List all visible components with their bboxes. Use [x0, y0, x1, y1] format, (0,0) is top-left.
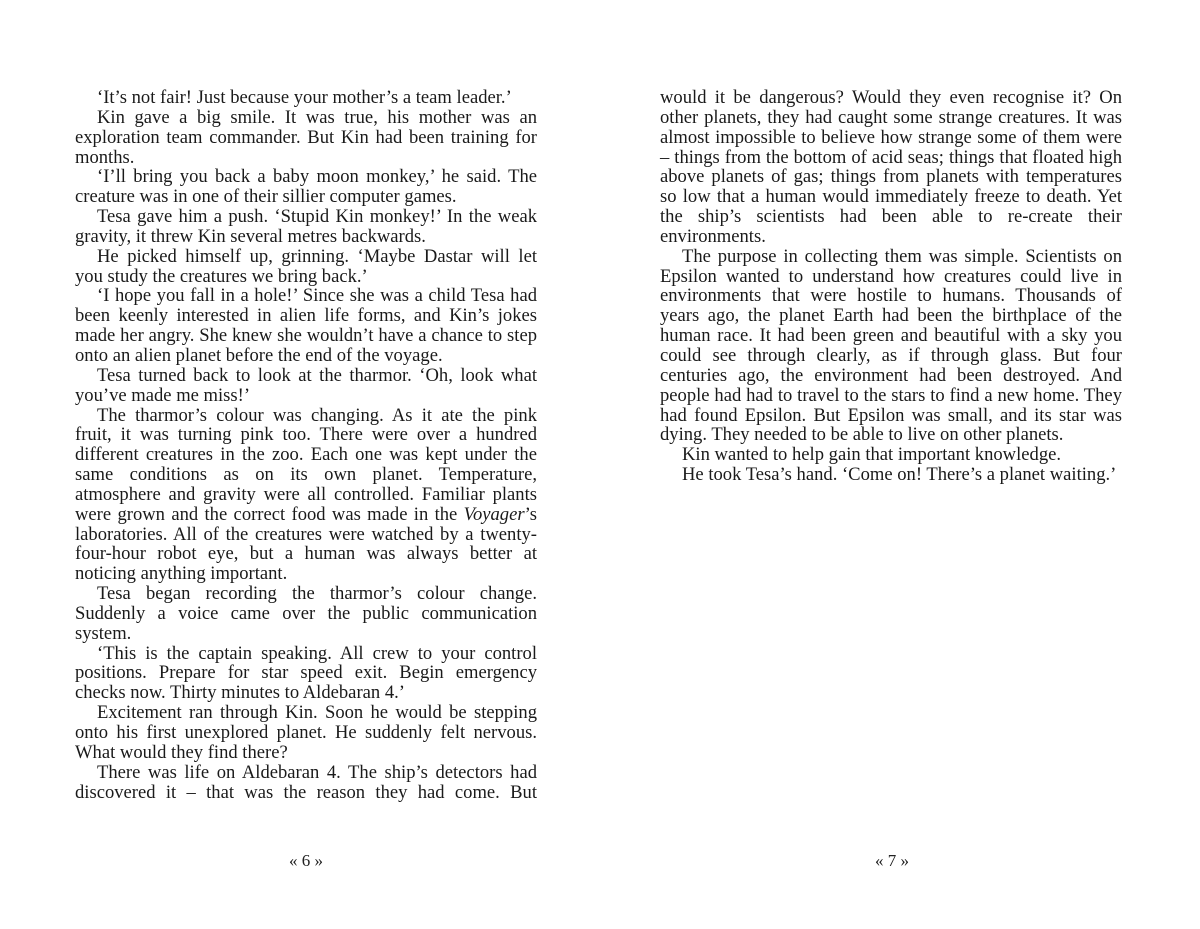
paragraph: ‘I hope you fall in a hole!’ Since she was a child Tesa had been keenly interested in alien life forms, and Kin’s jokes made her angry. She knew she wouldn’t have a chance to step onto an alien planet before the end of the voyage. — [75, 285, 537, 366]
page-number-left: « 6 » — [289, 851, 323, 870]
text-segment: The tharmor’s colour was changing. As it ate the pink fruit, it was turning pink too. There were over a hundred different creatures in the zoo. Each one was kept under the same conditions as on its own planet. Temperature, atmosphere and gravity were all controlled. Familiar plants were grown and the correct food was made in the — [75, 404, 537, 525]
paragraph: He took Tesa’s hand. ‘Come on! There’s a planet waiting.’ — [682, 464, 1117, 486]
right-page-text — [660, 88, 1122, 485]
paragraph: Tesa turned back to look at the tharmor. ‘Oh, look what you’ve made me miss!’ — [75, 364, 537, 406]
paragraph: Kin wanted to help gain that important knowledge. — [682, 444, 1062, 466]
paragraph: Tesa began recording the tharmor’s colour change. Suddenly a voice came over the public communication system. — [75, 583, 537, 644]
text-segment: ’s laboratories. All of the creatures were watched by a twenty-four-hour robot eye, but a human was always better at noticing anything important. — [75, 503, 537, 585]
ship-name-italic: Voyager — [463, 503, 525, 525]
paragraph: Tesa gave him a push. ‘Stupid Kin monkey!’ In the weak gravity, it threw Kin several metres backwards. — [75, 206, 537, 247]
paragraph-continued: would it be dangerous? Would they even recognise it? On other planets, they had caught some strange creatures. It was almost impossible to believe how strange some of them were – things from the bottom of acid seas; things that floated high above planets of gas; things from planets with temperatures so low that a human would immediately freeze to death. Yet the ship’s scientists had been able to re-create their environments. — [660, 87, 1122, 247]
paragraph: Kin gave a big smile. It was true, his mother was an exploration team commander. But Kin had been training for months. — [75, 106, 537, 168]
paragraph: He picked himself up, grinning. ‘Maybe Dastar will let you study the creatures we bring back.’ — [75, 245, 537, 287]
paragraph: ‘I’ll bring you back a baby moon monkey,’ he said. The creature was in one of their sillier computer games. — [75, 166, 537, 208]
left-page-text — [75, 88, 537, 802]
page-number-right: « 7 » — [875, 851, 909, 870]
paragraph: The purpose in collecting them was simple. Scientists on Epsilon wanted to understand how creatures could live in environments that were hostile to humans. Thousands of years ago, the planet Earth had been the birthplace of the human race. It had been green and beautiful with a sky you could see through clearly, as if through glass. But four centuries ago, the environment had been destroyed. And people had had to travel to the stars to find a new home. They had found Epsilon. But Epsilon was small, and its star was dying. They needed to be able to live on other planets. — [660, 245, 1122, 446]
paragraph: ‘This is the captain speaking. All crew to your control positions. Prepare for star speed exit. Begin emergency checks now. Thirty minutes to Aldebaran 4.’ — [75, 642, 537, 704]
paragraph-with-italic — [75, 406, 537, 585]
paragraph: Excitement ran through Kin. Soon he would be stepping onto his first unexplored planet. He suddenly felt nervous. What would they find there? — [75, 702, 537, 763]
paragraph: ‘It’s not fair! Just because your mother’s a team leader.’ — [97, 87, 512, 108]
paragraph-continues: There was life on Aldebaran 4. The ship’s detectors had discovered it – that was the reason they had come. But — [75, 761, 537, 803]
